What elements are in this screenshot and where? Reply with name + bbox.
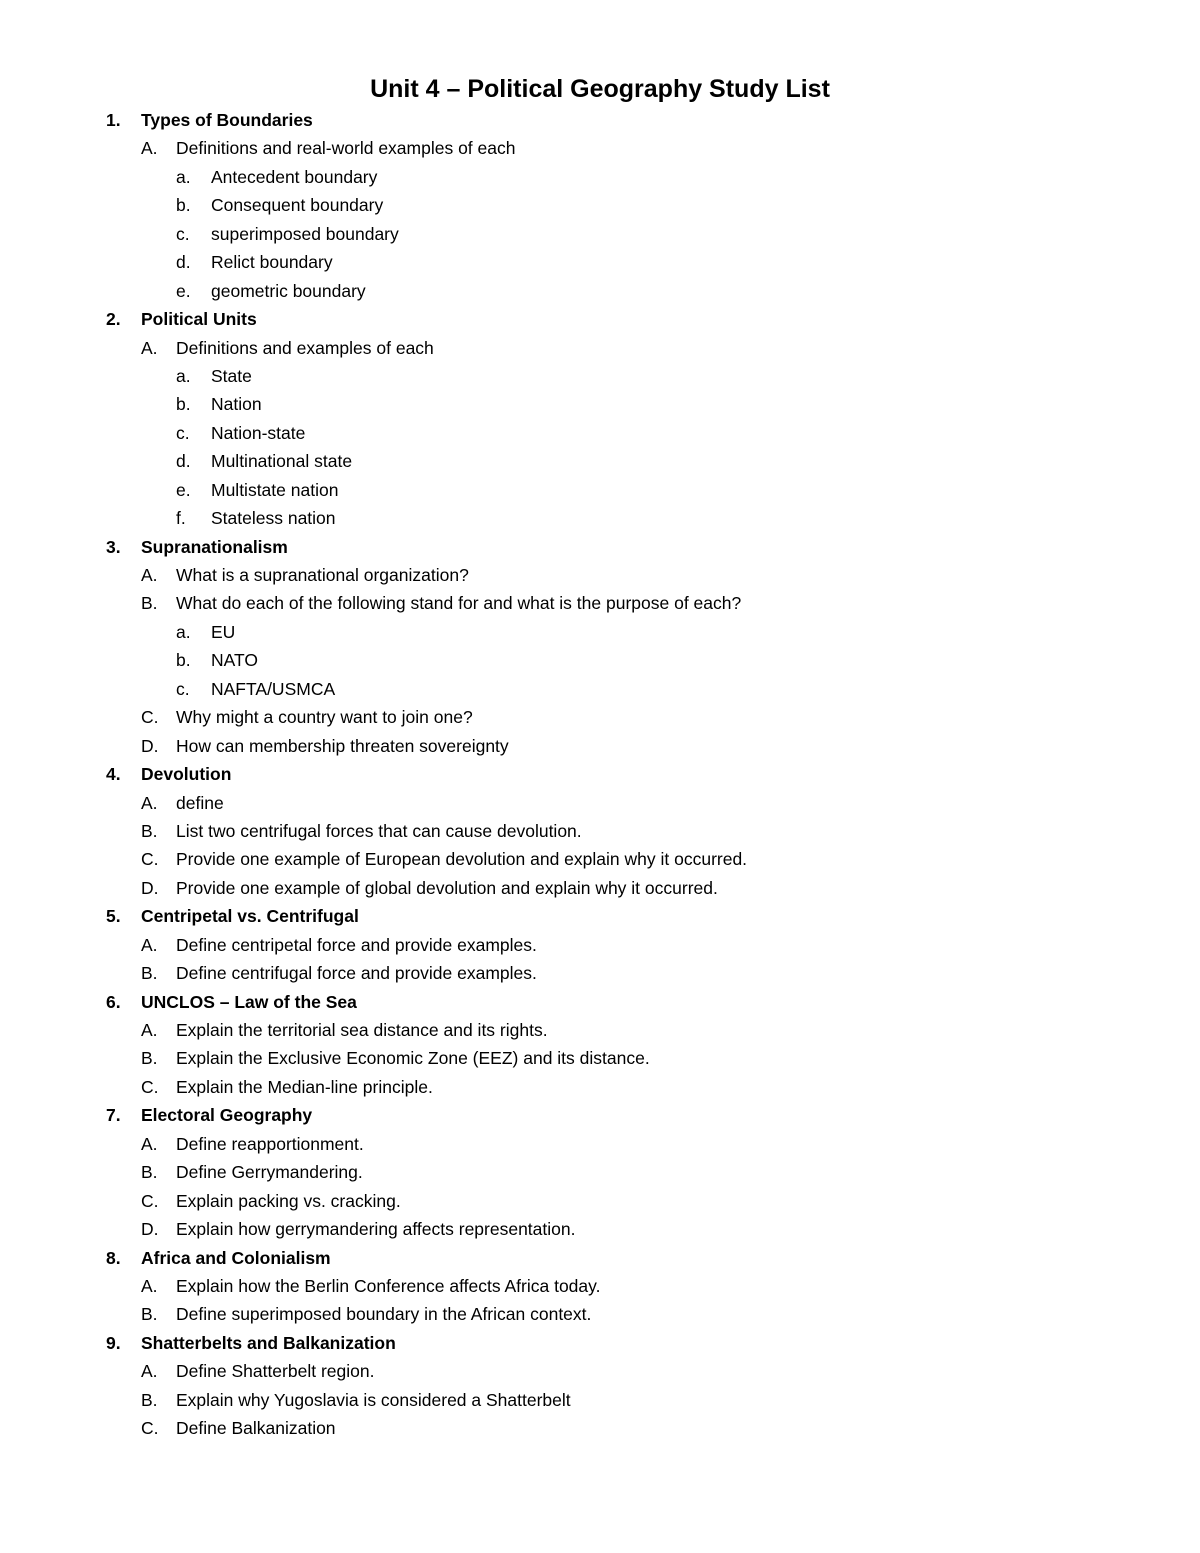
section-row (0, 902, 1200, 930)
item-text: Multistate nation (211, 479, 339, 500)
list-item (0, 845, 1200, 873)
item-text: Explain the territorial sea distance and its rights. (176, 1020, 548, 1040)
item-text: Explain how the Berlin Conference affects Africa today. (176, 1275, 601, 1296)
section-heading: Devolution (141, 764, 232, 785)
list-item (0, 589, 1200, 617)
list-marker: 1. (106, 110, 121, 130)
list-marker: A. (141, 792, 158, 813)
section-row (0, 106, 1200, 134)
section-heading: Africa and Colonialism (141, 1247, 331, 1268)
section-row (0, 1329, 1200, 1357)
section-heading: Electoral Geography (141, 1105, 313, 1126)
list-marker: C. (141, 1190, 159, 1211)
item-text: Explain how gerrymandering affects representation. (176, 1219, 576, 1240)
section-heading: Shatterbelts and Balkanization (141, 1332, 396, 1353)
list-item (0, 561, 1200, 589)
item-text: Nation-state (211, 422, 306, 443)
list-item (0, 1386, 1200, 1414)
item-text: Define reapportionment. (176, 1133, 364, 1154)
list-marker: c. (176, 678, 190, 699)
sub-list-item (0, 248, 1200, 276)
item-text: Explain why Yugoslavia is considered a Shatterbelt (176, 1389, 571, 1410)
list-item (0, 1187, 1200, 1215)
item-text: Nation (211, 394, 262, 415)
list-marker: 8. (106, 1247, 121, 1268)
list-marker: D. (141, 1219, 159, 1240)
list-marker: c. (176, 223, 190, 244)
item-text: Define Gerrymandering. (176, 1162, 363, 1183)
section-row (0, 1244, 1200, 1272)
item-text: Provide one example of global devolution and explain why it occurred. (176, 877, 718, 898)
list-item (0, 334, 1200, 362)
list-marker: a. (176, 166, 191, 187)
page-title: Unit 4 – Political Geography Study List (370, 75, 830, 103)
list-marker: 4. (106, 764, 121, 785)
sub-list-item (0, 362, 1200, 390)
list-item (0, 874, 1200, 902)
list-item (0, 1272, 1200, 1300)
item-text: What is a supranational organization? (176, 565, 469, 585)
list-marker: C. (141, 1076, 159, 1097)
section-heading: Supranationalism (141, 536, 288, 557)
list-marker: C. (141, 849, 159, 870)
list-marker: A. (141, 934, 158, 955)
item-text: Definitions and examples of each (176, 337, 434, 358)
section-heading: Centripetal vs. Centrifugal (141, 906, 359, 927)
item-text: Explain the Median-line principle. (176, 1076, 433, 1097)
item-text: Define superimposed boundary in the African context. (176, 1304, 592, 1325)
list-item (0, 1073, 1200, 1101)
item-text: Relict boundary (211, 252, 333, 273)
item-text: Antecedent boundary (211, 166, 378, 187)
list-marker: d. (176, 451, 191, 472)
section-heading: Political Units (141, 309, 257, 330)
list-item (0, 1130, 1200, 1158)
list-item (0, 931, 1200, 959)
item-text: Explain the Exclusive Economic Zone (EEZ) and its distance. (176, 1048, 650, 1069)
list-marker: A. (141, 1361, 158, 1382)
sub-list-item (0, 447, 1200, 475)
list-item (0, 732, 1200, 760)
sub-list-item (0, 191, 1200, 219)
list-marker: d. (176, 252, 191, 273)
section-heading: Types of Boundaries (141, 110, 313, 130)
item-text: List two centrifugal forces that can cause devolution. (176, 820, 582, 841)
list-marker: B. (141, 1162, 158, 1183)
item-text: Define Balkanization (176, 1418, 336, 1439)
list-item (0, 1044, 1200, 1072)
list-marker: B. (141, 593, 158, 614)
item-text: define (176, 792, 224, 813)
list-marker: B. (141, 963, 158, 984)
list-marker: A. (141, 565, 158, 585)
item-text: How can membership threaten sovereignty (176, 735, 509, 756)
list-marker: b. (176, 195, 191, 216)
item-text: Define centripetal force and provide examples. (176, 934, 537, 955)
list-marker: c. (176, 422, 190, 443)
list-marker: B. (141, 1048, 158, 1069)
sub-list-item (0, 220, 1200, 248)
list-marker: b. (176, 394, 191, 415)
list-marker: A. (141, 1275, 158, 1296)
section-heading: UNCLOS – Law of the Sea (141, 991, 357, 1012)
list-marker: D. (141, 735, 159, 756)
list-item (0, 134, 1200, 162)
item-text: State (211, 365, 252, 386)
item-text: geometric boundary (211, 280, 366, 301)
section-row (0, 1101, 1200, 1129)
item-text: Definitions and real-world examples of each (176, 138, 516, 159)
list-item (0, 1414, 1200, 1442)
item-text: Stateless nation (211, 508, 336, 529)
item-text: superimposed boundary (211, 223, 399, 244)
item-text: What do each of the following stand for and what is the purpose of each? (176, 593, 742, 614)
item-text: Explain packing vs. cracking. (176, 1190, 401, 1211)
sub-list-item (0, 277, 1200, 305)
list-marker: 9. (106, 1332, 121, 1353)
item-text: Define Shatterbelt region. (176, 1361, 375, 1382)
list-marker: A. (141, 1020, 158, 1040)
list-marker: 6. (106, 991, 121, 1012)
section-row (0, 533, 1200, 561)
list-marker: e. (176, 280, 191, 301)
list-marker: b. (176, 650, 191, 671)
sub-list-item (0, 504, 1200, 532)
item-text: NAFTA/USMCA (211, 678, 336, 699)
list-item (0, 703, 1200, 731)
list-item (0, 789, 1200, 817)
sub-list-item (0, 163, 1200, 191)
list-item (0, 1016, 1200, 1044)
list-item (0, 1158, 1200, 1186)
list-item (0, 1215, 1200, 1243)
list-marker: a. (176, 365, 191, 386)
list-marker: e. (176, 479, 191, 500)
list-item (0, 1357, 1200, 1385)
list-marker: D. (141, 877, 159, 898)
list-marker: 2. (106, 309, 121, 330)
list-marker: 3. (106, 536, 121, 557)
list-marker: C. (141, 1418, 159, 1439)
item-text: NATO (211, 650, 258, 671)
section-row (0, 988, 1200, 1016)
study-outline (0, 106, 1200, 1443)
sub-list-item (0, 419, 1200, 447)
sub-list-item (0, 390, 1200, 418)
sub-list-item (0, 646, 1200, 674)
section-row (0, 760, 1200, 788)
list-marker: 5. (106, 906, 121, 927)
item-text: Provide one example of European devolution and explain why it occurred. (176, 849, 748, 870)
list-marker: A. (141, 337, 158, 358)
list-item (0, 959, 1200, 987)
section-row (0, 305, 1200, 333)
item-text: Define centrifugal force and provide examples. (176, 963, 537, 984)
list-marker: C. (141, 707, 159, 728)
sub-list-item (0, 476, 1200, 504)
list-marker: a. (176, 621, 191, 642)
sub-list-item (0, 618, 1200, 646)
list-marker: f. (176, 508, 186, 529)
list-marker: B. (141, 1389, 158, 1410)
list-marker: B. (141, 820, 158, 841)
list-item (0, 817, 1200, 845)
item-text: Why might a country want to join one? (176, 707, 473, 728)
list-marker: 7. (106, 1105, 121, 1126)
item-text: Multinational state (211, 451, 353, 472)
list-item (0, 1300, 1200, 1328)
list-marker: B. (141, 1304, 158, 1325)
item-text: EU (211, 621, 236, 642)
sub-list-item (0, 675, 1200, 703)
list-marker: A. (141, 138, 158, 159)
list-marker: A. (141, 1133, 158, 1154)
item-text: Consequent boundary (211, 195, 384, 216)
